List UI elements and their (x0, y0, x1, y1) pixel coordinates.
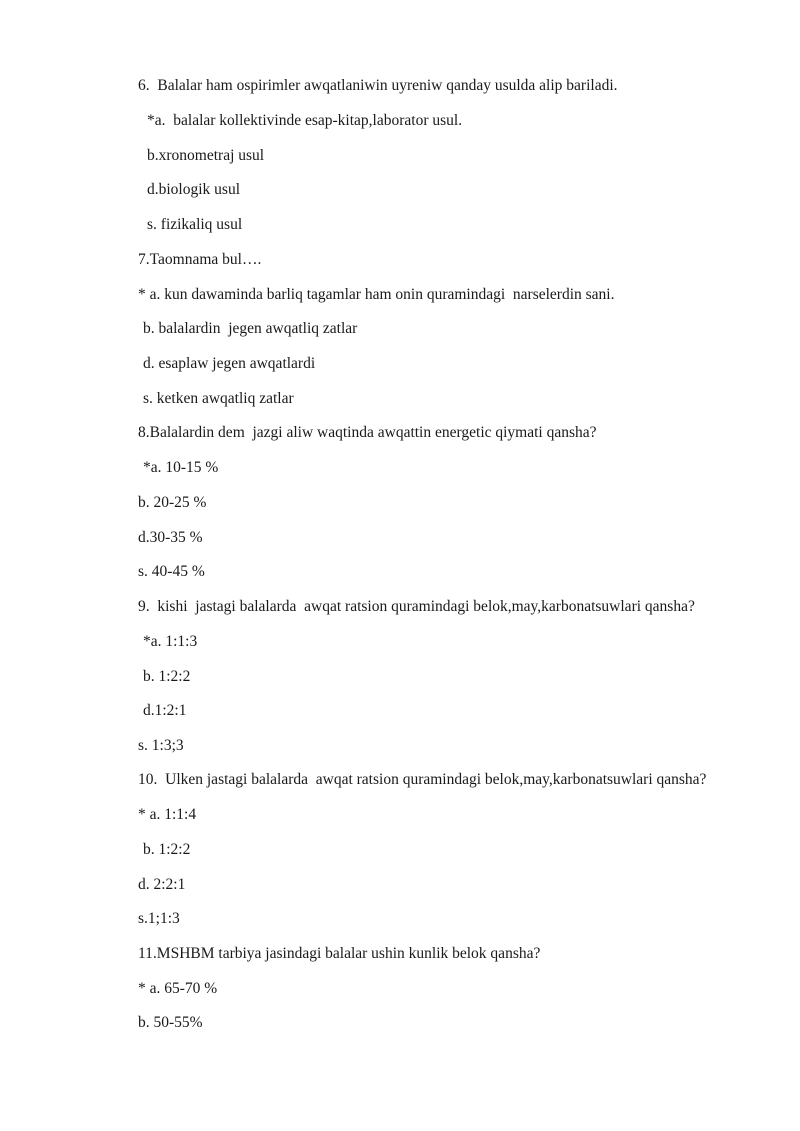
answer-8b: b. 20-25 % (138, 494, 207, 511)
answer-8s: s. 40-45 % (138, 563, 205, 580)
answer-9s: s. 1:3;3 (138, 737, 184, 754)
answer-9a-correct: *a. 1:1:3 (143, 633, 198, 650)
answer-6a-correct: *a. balalar kollektivinde esap-kitap,laborator usul. (147, 112, 463, 129)
answer-7a-correct: * a. kun dawaminda barliq tagamlar ham onin quramindagi narselerdin sani. (138, 286, 615, 303)
answer-11a-correct: * a. 65-70 % (138, 980, 218, 997)
answer-10a-correct: * a. 1:1:4 (138, 806, 197, 823)
answer-6s: s. fizikaliq usul (147, 216, 243, 233)
answer-10d: d. 2:2:1 (138, 876, 186, 893)
answer-8d: d.30-35 % (138, 529, 203, 546)
answer-7b: b. balalardin jegen awqatliq zatlar (143, 320, 358, 337)
answer-6b: b.xronometraj usul (147, 147, 265, 164)
question-9-text: 9. kishi jastagi balalarda awqat ratsion quramindagi belok,may,karbonatsuwlari qansha? (138, 598, 695, 615)
question-6-text: 6. Balalar ham ospirimler awqatlaniwin uyreniw qanday usulda alip bariladi. (138, 77, 618, 94)
answer-10b: b. 1:2:2 (143, 841, 191, 858)
question-11-text: 11.MSHBM tarbiya jasindagi balalar ushin kunlik belok qansha? (138, 945, 541, 962)
question-7-text: 7.Taomnama bul…. (138, 251, 262, 268)
answer-11b: b. 50-55% (138, 1014, 203, 1031)
question-10-text: 10. Ulken jastagi balalarda awqat ratsion quramindagi belok,may,karbonatsuwlari qansha? (138, 771, 707, 788)
answer-7d: d. esaplaw jegen awqatlardi (143, 355, 316, 372)
answer-9d: d.1:2:1 (143, 702, 187, 719)
question-8-text: 8.Balalardin dem jazgi aliw waqtinda awqattin energetic qiymati qansha? (138, 424, 597, 441)
answer-9b: b. 1:2:2 (143, 668, 191, 685)
answer-8a-correct: *a. 10-15 % (143, 459, 219, 476)
answer-7s: s. ketken awqatliq zatlar (143, 390, 294, 407)
answer-6d: d.biologik usul (147, 181, 241, 198)
answer-10s: s.1;1:3 (138, 910, 180, 927)
